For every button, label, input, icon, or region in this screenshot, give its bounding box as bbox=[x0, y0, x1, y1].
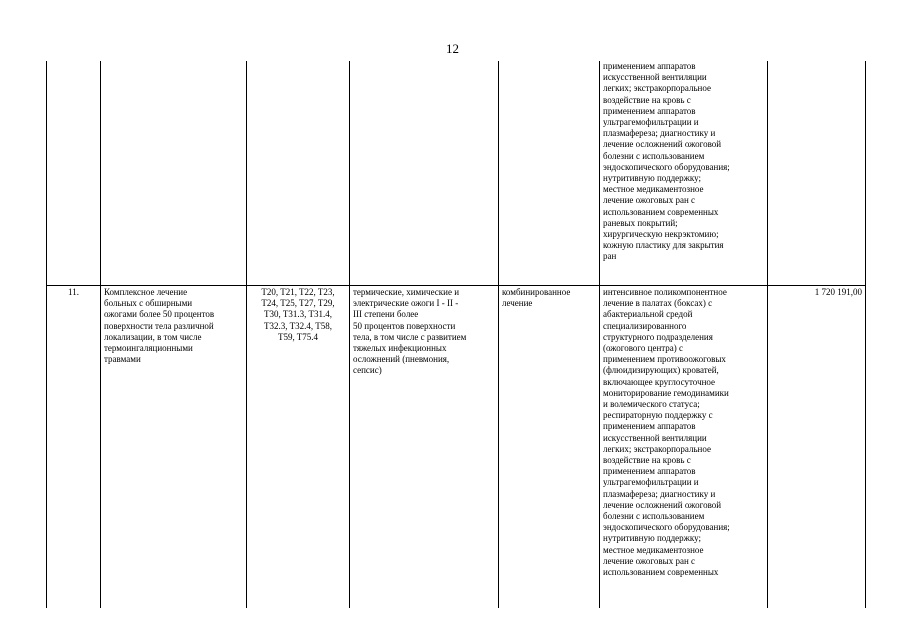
cell-cost bbox=[768, 61, 866, 286]
cell-number bbox=[47, 61, 101, 286]
cell-name: Комплексное лечение больных с обширными ожогами более 50 процентов поверхности тела различной локализации, в том числе термоингаляционными травмами bbox=[101, 286, 247, 609]
page-number: 12 bbox=[446, 41, 459, 56]
cell-number: 11. bbox=[47, 286, 101, 609]
cell-treatment-type: комбинированное лечение bbox=[499, 286, 600, 609]
cell-treatment-method: интенсивное поликомпонентное лечение в палатах (боксах) с абактериальной средой специализированного структурного подразделения (ожогового центра) с применением противоожоговых (флюидизирующих) кроватей, включающее круглосуточное мониторирование гемодинамики и волемического статуса; респираторную поддержку с применением аппаратов искусственной вентиляции легких; экстракорпоральное воздействие на кровь с применением аппаратов ультрагемофильтрации и плазмафереза; диагностику и лечение осложнений ожоговой болезни с использованием эндоскопического оборудования; нутритивную поддержку; местное медикаментозное лечение ожоговых ран с использованием современных bbox=[600, 286, 768, 609]
cell-cost: 1 720 191,00 bbox=[768, 286, 866, 609]
cell-codes: T20, T21, T22, T23, T24, T25, T27, T29, T30, T31.3, T31.4, T32.3, T32.4, T58, T59, T75.4 bbox=[247, 286, 350, 609]
cell-treatment-type bbox=[499, 61, 600, 286]
table-row bbox=[47, 61, 866, 286]
cell-codes bbox=[247, 61, 350, 286]
cell-patient-model: термические, химические и электрические ожоги I - II - III степени более 50 процентов поверхности тела, в том числе с развитием тяжелых инфекционных осложнений (пневмония, сепсис) bbox=[350, 286, 499, 609]
procedures-table bbox=[46, 61, 866, 608]
cell-name bbox=[101, 61, 247, 286]
cell-treatment-method: применением аппаратов искусственной вентиляции легких; экстракорпоральное воздействие на кровь с применением аппаратов ультрагемофильтрации и плазмафереза; диагностику и лечение осложнений ожоговой болезни с использованием эндоскопического оборудования; нутритивную поддержку; местное медикаментозное лечение ожоговых ран с использованием современных раневых покрытий; хирургическую некрэктомию; кожную пластику для закрытия ран bbox=[600, 61, 768, 286]
table-row bbox=[47, 286, 866, 609]
cell-patient-model bbox=[350, 61, 499, 286]
